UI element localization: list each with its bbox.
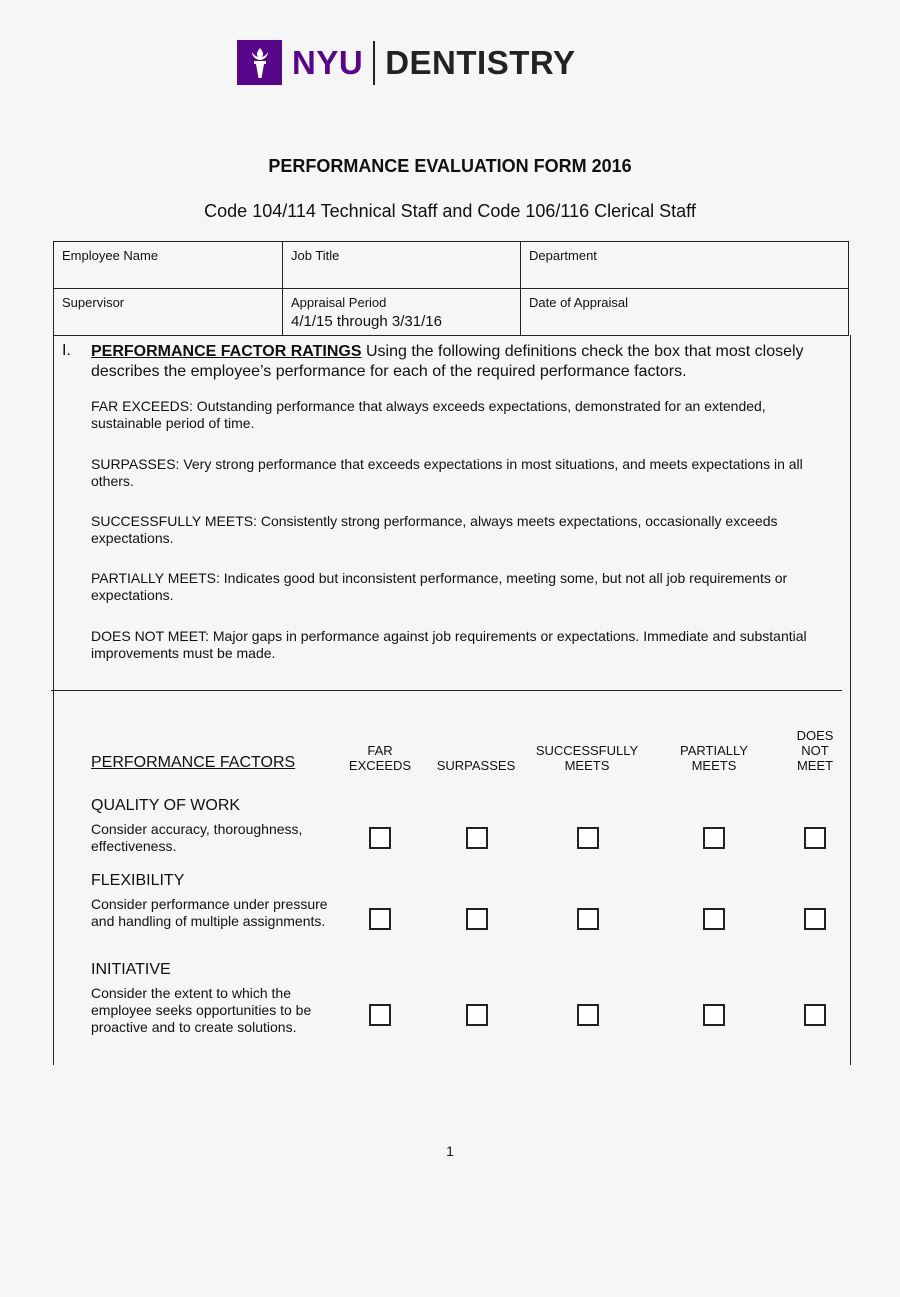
appraisal-period-value: 4/1/15 through 3/31/16 — [291, 313, 442, 330]
section-intro: Using the following definitions check the box that most closely describes the employee’s performance for each of the required performance factors. — [91, 343, 804, 380]
supervisor-field[interactable] — [54, 289, 283, 336]
factor-initiative-title: INITIATIVE — [91, 961, 171, 978]
column-surpasses: SURPASSES — [436, 758, 516, 773]
column-far-exceeds: FAR EXCEEDS — [348, 743, 412, 773]
definition-successfully-meets: SUCCESSFULLY MEETS: Consistently strong performance, always meets expectations, occasionally exceeds expectations. — [91, 513, 778, 546]
definition-partially-meets: PARTIALLY MEETS: Indicates good but inconsistent performance, meeting some, but not all job requirements or expectations. — [91, 570, 788, 603]
column-successfully-meets: SUCCESSFULLY MEETS — [535, 743, 639, 773]
column-does-not-meet: DOES NOT MEET — [796, 728, 834, 773]
flexibility-surpasses-checkbox[interactable] — [466, 908, 488, 930]
flexibility-successfully-meets-checkbox[interactable] — [577, 908, 599, 930]
factor-quality-of-work-description: Consider accuracy, thoroughness, effectiveness. — [91, 821, 303, 854]
form-subtitle: Code 104/114 Technical Staff and Code 106/116 Clerical Staff — [204, 201, 696, 221]
initiative-successfully-meets-checkbox[interactable] — [577, 1004, 599, 1026]
definition-surpasses: SURPASSES: Very strong performance that exceeds expectations in most situations, and meets expectations in all others. — [91, 456, 803, 489]
factor-flexibility-description: Consider performance under pressure and handling of multiple assignments. — [91, 896, 328, 929]
date-of-appraisal-label: Date of Appraisal — [529, 295, 629, 310]
definition-far-exceeds: FAR EXCEEDS: Outstanding performance that always exceeds expectations, demonstrated for an extended, sustainable period of time. — [91, 398, 766, 431]
quality-surpasses-checkbox[interactable] — [466, 827, 488, 849]
section-heading-title: PERFORMANCE FACTOR RATINGS — [91, 343, 362, 360]
date-of-appraisal-field[interactable] — [521, 289, 849, 336]
quality-successfully-meets-checkbox[interactable] — [577, 827, 599, 849]
definition-does-not-meet: DOES NOT MEET: Major gaps in performance against job requirements or expectations. Immediate and substantial improvements must be made. — [91, 628, 807, 661]
employee-name-field[interactable] — [54, 242, 283, 289]
employee-name-label: Employee Name — [62, 248, 159, 263]
quality-partially-meets-checkbox[interactable] — [703, 827, 725, 849]
torch-icon — [237, 40, 282, 85]
department-field[interactable] — [521, 242, 849, 289]
job-title-label: Job Title — [291, 248, 340, 263]
appraisal-period-label: Appraisal Period — [291, 295, 387, 310]
appraisal-period-field[interactable] — [283, 289, 521, 336]
column-partially-meets: PARTIALLY MEETS — [680, 743, 748, 773]
section-heading — [91, 342, 831, 382]
employee-info-table — [53, 241, 849, 336]
page-number: 1 — [446, 1143, 454, 1159]
job-title-field[interactable] — [283, 242, 521, 289]
section-divider — [51, 690, 842, 691]
initiative-surpasses-checkbox[interactable] — [466, 1004, 488, 1026]
quality-does-not-meet-checkbox[interactable] — [804, 827, 826, 849]
supervisor-label: Supervisor — [62, 295, 125, 310]
nyu-dentistry-logo — [237, 40, 575, 85]
section-ratings-box — [53, 335, 851, 1065]
factor-flexibility-title: FLEXIBILITY — [91, 872, 185, 889]
performance-factors-heading: PERFORMANCE FACTORS — [91, 754, 296, 771]
initiative-far-exceeds-checkbox[interactable] — [369, 1004, 391, 1026]
initiative-does-not-meet-checkbox[interactable] — [804, 1004, 826, 1026]
factor-quality-of-work-title: QUALITY OF WORK — [91, 797, 241, 814]
department-label: Department — [529, 248, 597, 263]
logo-divider — [373, 41, 375, 85]
section-number: I. — [62, 342, 71, 359]
logo-nyu-text: NYU — [292, 43, 364, 81]
form-title: PERFORMANCE EVALUATION FORM 2016 — [268, 156, 632, 176]
quality-far-exceeds-checkbox[interactable] — [369, 827, 391, 849]
flexibility-partially-meets-checkbox[interactable] — [703, 908, 725, 930]
initiative-partially-meets-checkbox[interactable] — [703, 1004, 725, 1026]
flexibility-does-not-meet-checkbox[interactable] — [804, 908, 826, 930]
flexibility-far-exceeds-checkbox[interactable] — [369, 908, 391, 930]
logo-dentistry-text: DENTISTRY — [385, 43, 576, 81]
factor-initiative-description: Consider the extent to which the employee seeks opportunities to be proactive and to create solutions. — [91, 985, 312, 1035]
